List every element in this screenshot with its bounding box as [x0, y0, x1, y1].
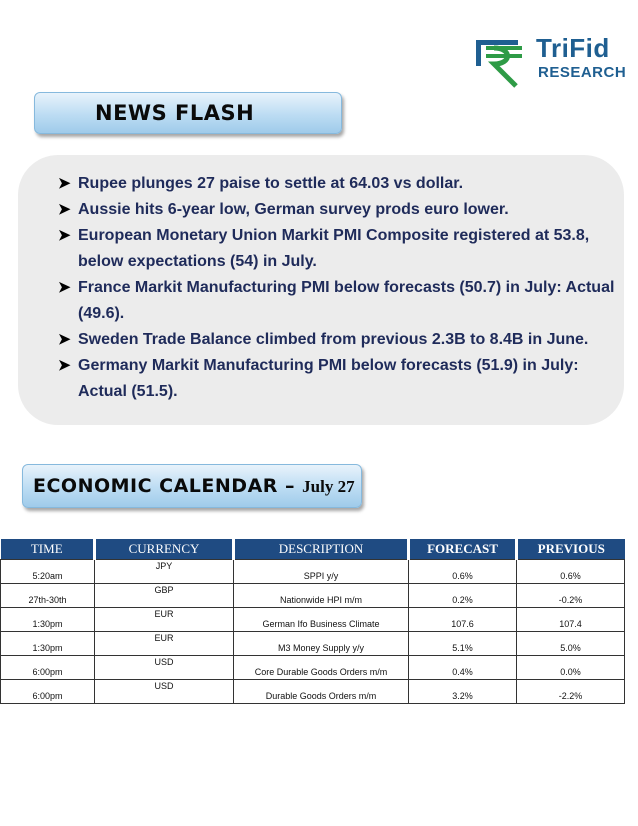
cell-currency: JPY	[95, 560, 234, 584]
news-item-text: Germany Markit Manufacturing PMI below forecasts (51.9) in July: Actual (51.5).	[78, 357, 579, 400]
arrow-bullet-icon: ➤	[58, 227, 71, 244]
arrow-bullet-icon: ➤	[58, 279, 71, 296]
cell-previous: 0.0%	[517, 656, 625, 680]
cell-currency: GBP	[95, 584, 234, 608]
news-item	[58, 197, 618, 223]
news-item	[58, 353, 618, 405]
calendar-date: July 27	[302, 477, 355, 496]
news-item	[58, 171, 618, 197]
column-header-currency: CURRENCY	[95, 539, 234, 560]
column-header-forecast: FORECAST	[409, 539, 517, 560]
cell-forecast: 107.6	[409, 608, 517, 632]
cell-currency: USD	[95, 656, 234, 680]
cell-currency: USD	[95, 680, 234, 704]
cell-time: 1:30pm	[1, 608, 95, 632]
table-row	[1, 608, 625, 632]
cell-previous: -0.2%	[517, 584, 625, 608]
column-header-description: DESCRIPTION	[234, 539, 409, 560]
calendar-heading: ECONOMIC CALENDAR –	[33, 475, 296, 497]
news-flash-header	[34, 92, 342, 134]
column-header-time: TIME	[1, 539, 95, 560]
arrow-bullet-icon: ➤	[58, 331, 71, 348]
cell-description: Core Durable Goods Orders m/m	[234, 656, 409, 680]
news-item	[58, 223, 618, 275]
cell-currency: EUR	[95, 608, 234, 632]
cell-previous: -2.2%	[517, 680, 625, 704]
news-item-text: European Monetary Union Markit PMI Composite registered at 53.8, below expectations (54) in July.	[78, 227, 590, 270]
cell-time: 5:20am	[1, 560, 95, 584]
news-item-text: France Markit Manufacturing PMI below forecasts (50.7) in July: Actual (49.6).	[78, 279, 615, 322]
rupee-logo-icon	[472, 30, 534, 92]
economic-calendar-header	[22, 464, 362, 508]
cell-description: Durable Goods Orders m/m	[234, 680, 409, 704]
cell-time: 1:30pm	[1, 632, 95, 656]
cell-forecast: 0.4%	[409, 656, 517, 680]
cell-time: 6:00pm	[1, 656, 95, 680]
column-header-previous: PREVIOUS	[517, 539, 625, 560]
cell-previous: 107.4	[517, 608, 625, 632]
cell-forecast: 0.2%	[409, 584, 517, 608]
arrow-bullet-icon: ➤	[58, 201, 71, 218]
cell-description: Nationwide HPI m/m	[234, 584, 409, 608]
news-item-text: Rupee plunges 27 paise to settle at 64.03 vs dollar.	[78, 175, 464, 192]
table-row	[1, 632, 625, 656]
economic-calendar-title	[33, 475, 355, 497]
cell-description: M3 Money Supply y/y	[234, 632, 409, 656]
logo-name: TriFid	[536, 33, 610, 63]
news-item-text: Aussie hits 6-year low, German survey prods euro lower.	[78, 201, 509, 218]
news-flash-title: NEWS FLASH	[95, 101, 255, 125]
news-flash-box	[18, 155, 624, 425]
cell-description: SPPI y/y	[234, 560, 409, 584]
cell-forecast: 0.6%	[409, 560, 517, 584]
table-row	[1, 584, 625, 608]
table-row	[1, 560, 625, 584]
economic-calendar-table	[0, 539, 625, 704]
news-item	[58, 275, 618, 327]
cell-previous: 5.0%	[517, 632, 625, 656]
news-item	[58, 327, 618, 353]
cell-forecast: 5.1%	[409, 632, 517, 656]
cell-forecast: 3.2%	[409, 680, 517, 704]
cell-previous: 0.6%	[517, 560, 625, 584]
cell-time: 27th-30th	[1, 584, 95, 608]
table-row	[1, 656, 625, 680]
news-item-text: Sweden Trade Balance climbed from previous 2.3B to 8.4B in June.	[78, 331, 589, 348]
cell-description: German Ifo Business Climate	[234, 608, 409, 632]
cell-currency: EUR	[95, 632, 234, 656]
news-list	[58, 171, 618, 405]
table-header-row	[1, 539, 625, 560]
logo-subtitle: RESEARCH	[538, 64, 627, 81]
cell-time: 6:00pm	[1, 680, 95, 704]
table-row	[1, 680, 625, 704]
arrow-bullet-icon: ➤	[58, 357, 71, 374]
trifid-logo	[472, 30, 627, 92]
arrow-bullet-icon: ➤	[58, 175, 71, 192]
